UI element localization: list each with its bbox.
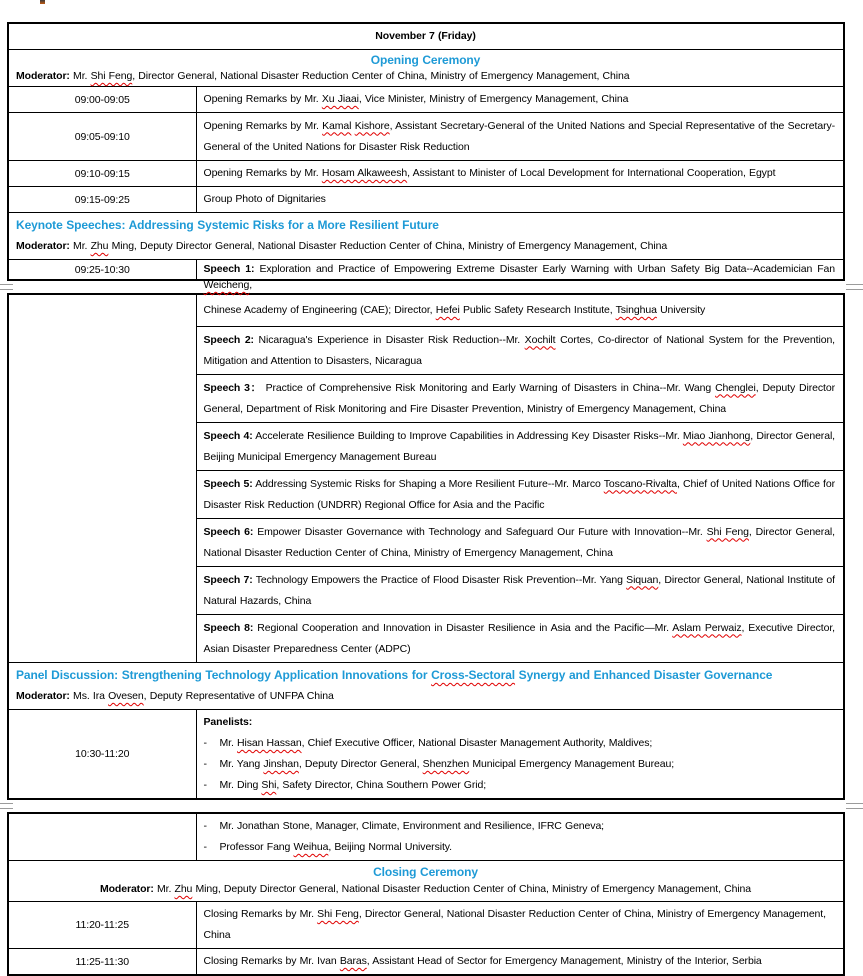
- description-cell: [196, 375, 844, 423]
- text-run: ,: [249, 279, 253, 291]
- misspelled-text-run: Weicheng: [203, 279, 250, 291]
- misspelled-text-run: Tsinghua: [615, 304, 657, 316]
- text-run: , Vice Minister, Ministry of Emergency Management, China: [358, 93, 629, 105]
- text-run: , Safety Director, China Southern Power Grid;: [276, 779, 487, 791]
- text-run: Moderator:: [16, 690, 70, 702]
- cell-content: [197, 814, 844, 860]
- paragraph: [204, 378, 836, 420]
- text-run: Speech 8:: [203, 621, 254, 634]
- description-cell: [196, 161, 844, 187]
- agenda-row: [8, 813, 844, 861]
- agenda-table-segment-3: [7, 812, 845, 976]
- misspelled-text-run: Baras: [339, 955, 367, 967]
- cell-content: [9, 862, 843, 900]
- text-run: , Deputy Director General,: [298, 758, 423, 770]
- text-run: Practice of Comprehensive Risk Monitoring and Early Warning of Disasters in China--Mr. Wang: [261, 381, 716, 394]
- agenda-row: [8, 710, 844, 800]
- bullet-item: [204, 775, 836, 796]
- description-cell: [196, 471, 844, 519]
- paragraph: [204, 522, 836, 564]
- time-cell: 09:25-10:30: [8, 260, 196, 281]
- bullet-dash: -: [203, 737, 207, 749]
- cell-content: [197, 187, 844, 212]
- section-cell: [8, 50, 844, 87]
- text-run: Moderator:: [16, 240, 70, 252]
- paragraph: [16, 686, 835, 707]
- misspelled-text-run: Ovesen: [108, 690, 144, 702]
- description-cell: [196, 519, 844, 567]
- description-cell: [196, 423, 844, 471]
- agenda-row: [8, 213, 844, 260]
- text-run: Closing Ceremony: [373, 865, 478, 879]
- text-run: Synergy and Enhanced Disaster Governance: [515, 668, 773, 682]
- text-run: Empower Disaster Governance with Technology and Safeguard Our Future with Innovation--Mr.: [253, 525, 707, 538]
- cell-content: [9, 213, 843, 259]
- text-run: Professor Fang: [219, 841, 294, 853]
- text-run: Opening Ceremony: [370, 53, 481, 67]
- page-edge-line-left: [0, 803, 13, 809]
- agenda-row: [8, 260, 844, 281]
- time-cell: 09:15-09:25: [8, 187, 196, 213]
- page-edge-line-right: [846, 284, 863, 290]
- description-cell: [196, 327, 844, 375]
- text-run: Speech 4:: [203, 429, 253, 442]
- misspelled-text-run: Shi Feng: [706, 525, 749, 538]
- text-run: , Director General, National Disaster Reduction Center of China, Ministry of Emergency Management, China: [203, 525, 835, 559]
- text-run: Group Photo of Dignitaries: [203, 193, 326, 205]
- misspelled-text-run: Chenglei: [715, 381, 756, 394]
- paragraph: [204, 89, 836, 110]
- paragraph: [16, 236, 835, 257]
- text-run: Exploration and Practice of Empowering Extreme Disaster Early Warning with Urban Safety Big Data--Academician Fan: [254, 263, 836, 275]
- text-run: Mr.: [153, 883, 175, 895]
- misspelled-text-run: Shi Feng: [317, 908, 359, 920]
- cell-content: [197, 260, 844, 291]
- description-cell: [196, 294, 844, 327]
- clipped-text-artifact: [40, 0, 45, 4]
- paragraph: [204, 904, 836, 946]
- agenda-row: [8, 23, 844, 50]
- text-run: Opening Remarks by Mr.: [203, 93, 322, 105]
- description-cell: [196, 113, 844, 161]
- text-run: , Director General, National Disaster Reduction Center of China, Ministry of Emergency Management, China: [203, 908, 826, 941]
- misspelled-text-run: Zhu: [90, 240, 109, 252]
- cell-content: [9, 663, 843, 709]
- text-run: Ms. Ira: [69, 690, 109, 702]
- text-run: Nicaragua's Experience in Disaster Risk Reduction--Mr.: [253, 333, 525, 346]
- misspelled-text-run: Shi: [261, 779, 277, 791]
- section-cell: [8, 213, 844, 260]
- misspelled-text-run: Zhu: [174, 883, 193, 895]
- bullet-dash: -: [203, 779, 207, 791]
- paragraph: [204, 300, 836, 321]
- cell-content: [197, 376, 844, 422]
- text-run: Speech 1:: [203, 263, 255, 275]
- cell-content: [197, 949, 844, 974]
- misspelled-text-run: Weihua: [293, 841, 329, 853]
- agenda-row: [8, 50, 844, 87]
- misspelled-text-run: Kishore: [354, 119, 390, 132]
- text-run: , Director General, National Institute of Natural Hazards, China: [203, 573, 835, 607]
- text-run: Panel Discussion: Strengthening Technology Application Innovations for: [16, 668, 432, 682]
- time-cell: 10:30-11:20: [8, 710, 196, 800]
- text-run: Closing Remarks by Mr. Ivan: [203, 955, 340, 967]
- text-run: Ming, Deputy Director General, National Disaster Reduction Center of China, Ministry of Emergency Management, China: [192, 883, 752, 895]
- page-edge-line-left: [0, 284, 13, 290]
- text-run: Speech 6:: [203, 525, 254, 538]
- cell-content: [197, 161, 844, 186]
- text-run: Addressing Systemic Risks for Shaping a More Resilient Future--Mr. Marco: [252, 477, 604, 490]
- paragraph: [204, 712, 836, 733]
- text-run: , Deputy Director General, Department of Risk Monitoring and Fire Disaster Prevention, Ministry of Emergency Management, China: [203, 381, 835, 415]
- text-run: , Assistant Secretary-General of the United Nations and Special Representative of the Secretary-General of the United Nations for Disaster Risk Reduction: [203, 119, 836, 153]
- paragraph: [204, 163, 836, 184]
- agenda-row: [8, 187, 844, 213]
- text-run: Chinese Academy of Engineering (CAE); Director,: [203, 304, 436, 316]
- time-cell: 11:25-11:30: [8, 949, 196, 976]
- section-cell: [8, 663, 844, 710]
- bullet-dash: -: [203, 820, 207, 832]
- text-run: Mr. Ding: [219, 779, 262, 791]
- text-run: Mr.: [69, 240, 91, 252]
- text-run: Moderator:: [99, 883, 154, 895]
- time-cell: [8, 813, 196, 861]
- paragraph: [204, 426, 836, 468]
- misspelled-text-run: Shenzhen: [422, 758, 470, 770]
- paragraph: [204, 116, 836, 158]
- text-run: , Director General, Beijing Municipal Emergency Management Bureau: [203, 429, 835, 463]
- text-run: University: [656, 304, 706, 316]
- cell-content: [197, 520, 844, 566]
- agenda-row: [8, 902, 844, 949]
- misspelled-text-run: Xu Jiaai: [321, 93, 359, 105]
- paragraph: [204, 618, 836, 660]
- time-cell: 11:20-11:25: [8, 902, 196, 949]
- text-run: Technology Empowers the Practice of Flood Disaster Risk Prevention--Mr. Yang: [252, 573, 627, 586]
- cell-content: [197, 902, 844, 948]
- section-cell: [8, 861, 844, 902]
- text-run: Municipal Emergency Management Bureau;: [469, 758, 675, 770]
- section-cell: [8, 23, 844, 50]
- paragraph: [204, 570, 836, 612]
- section-heading: [16, 215, 835, 236]
- time-cell: [8, 294, 196, 663]
- text-run: Ming, Deputy Director General, National Disaster Reduction Center of China, Ministry of Emergency Management, China: [108, 240, 668, 252]
- text-run: Opening Remarks by Mr.: [203, 119, 323, 132]
- agenda-row: [8, 949, 844, 976]
- text-run: , Chief Executive Officer, National Disaster Management Authority, Maldives;: [301, 737, 653, 749]
- text-run: Speech 2:: [203, 333, 254, 346]
- time-cell: 09:10-09:15: [8, 161, 196, 187]
- description-cell: [196, 87, 844, 113]
- cell-content: [9, 50, 843, 86]
- agenda-row: [8, 861, 844, 902]
- cell-content: [197, 87, 844, 112]
- cell-content: [197, 616, 844, 662]
- cell-content: [9, 24, 843, 49]
- page-break-gap: [0, 800, 863, 812]
- text-run: , Director General, National Disaster Reduction Center of China, Ministry of Emergency Management, China: [132, 70, 630, 82]
- cell-content: [197, 710, 844, 798]
- description-cell: [196, 710, 844, 800]
- agenda-table-segment-2: [7, 293, 845, 800]
- misspelled-text-run: Jinshan: [263, 758, 299, 770]
- time-cell: 09:05-09:10: [8, 113, 196, 161]
- text-run: Mr. Yang: [219, 758, 264, 770]
- text-run: , Executive Director, Asian Disaster Preparedness Center (ADPC): [203, 621, 835, 655]
- misspelled-text-run: Miao Jianhong: [682, 429, 751, 442]
- text-run: Regional Cooperation and Innovation in Disaster Resilience in Asia and the Pacific—Mr.: [253, 621, 673, 634]
- bullet-item: [204, 816, 836, 837]
- section-heading: [16, 665, 835, 686]
- misspelled-text-run: Hisan Hassan: [237, 737, 302, 749]
- text-run: Public Safety Research Institute,: [459, 304, 616, 316]
- text-run: Cortes, Co-director of National System for the Prevention, Mitigation and Attention to Disasters, Nicaragua: [203, 333, 836, 367]
- text-run: Accelerate Resilience Building to Improve Capabilities in Addressing Key Disaster Risks--Mr.: [252, 429, 683, 442]
- text-run: Keynote Speeches: Addressing Systemic Risks for a More Resilient Future: [16, 218, 439, 232]
- text-run: Mr.: [219, 737, 237, 749]
- agenda-row: [8, 87, 844, 113]
- paragraph: [204, 330, 836, 372]
- page-edge-line-right: [846, 803, 863, 809]
- text-run: Speech 3：: [203, 381, 262, 394]
- misspelled-text-run: Kamal: [322, 119, 352, 132]
- text-run: Speech 5:: [203, 477, 253, 490]
- bullet-dash: -: [203, 841, 207, 853]
- bullet-item: [204, 733, 836, 754]
- page-break-gap: [0, 281, 863, 293]
- misspelled-text-run: Hosam Alkaweesh: [321, 167, 408, 179]
- agenda-row: [8, 294, 844, 327]
- description-cell: [196, 813, 844, 861]
- paragraph: [204, 474, 836, 516]
- cell-content: [197, 328, 844, 374]
- text-run: , Deputy Representative of UNFPA China: [143, 690, 334, 702]
- description-cell: [196, 260, 844, 291]
- misspelled-text-run: Shi Feng: [90, 70, 133, 82]
- cell-content: [197, 472, 844, 518]
- agenda-table-segment-1: [7, 22, 845, 291]
- paragraph: [204, 951, 836, 972]
- section-heading: [16, 864, 835, 881]
- text-run: Mr.: [69, 70, 91, 82]
- text-run: Panelists:: [203, 716, 253, 728]
- text-run: Closing Remarks by Mr.: [203, 908, 318, 920]
- page-top-margin: [0, 0, 863, 22]
- text-run: Opening Remarks by Mr.: [203, 167, 322, 179]
- text-run: November 7 (Friday): [375, 30, 476, 42]
- paragraph: [16, 68, 835, 84]
- description-cell: [196, 902, 844, 949]
- agenda-row: [8, 663, 844, 710]
- description-cell: [196, 615, 844, 663]
- text-run: Mr. Jonathan Stone, Manager, Climate, Environment and Resilience, IFRC Geneva;: [219, 820, 604, 832]
- misspelled-text-run: Siquan: [626, 573, 659, 586]
- bullet-item: [204, 837, 836, 858]
- agenda-row: [8, 113, 844, 161]
- misspelled-text-run: Toscano-Rivalta: [603, 477, 677, 490]
- cell-content: [197, 114, 844, 160]
- misspelled-text-run: Aslam Perwaiz: [672, 621, 742, 634]
- text-run: Speech 7:: [203, 573, 253, 586]
- misspelled-text-run: Xochilt: [524, 333, 556, 346]
- cell-content: [197, 424, 844, 470]
- bullet-dash: -: [203, 758, 207, 770]
- cell-content: [197, 568, 844, 614]
- paragraph: [204, 189, 836, 210]
- text-run: , Beijing Normal University.: [328, 841, 452, 853]
- section-heading: [16, 52, 835, 68]
- text-run: Moderator:: [16, 70, 70, 82]
- description-cell: [196, 949, 844, 976]
- time-cell: 09:00-09:05: [8, 87, 196, 113]
- misspelled-text-run: Cross-Sectoral: [431, 668, 516, 682]
- text-run: , Assistant to Minister of Local Development for International Cooperation, Egypt: [407, 167, 776, 179]
- misspelled-text-run: Hefei: [435, 304, 460, 316]
- cell-content: [197, 298, 844, 323]
- description-cell: [196, 187, 844, 213]
- agenda-row: [8, 161, 844, 187]
- text-run: , Assistant Head of Sector for Emergency Management, Ministry of the Interior, Serbia: [366, 955, 762, 967]
- paragraph: [16, 881, 835, 898]
- description-cell: [196, 567, 844, 615]
- bullet-item: [204, 754, 836, 775]
- text-run: , Chief of United Nations Office for Disaster Risk Reduction (UNDRR) Regional Office for Asia and the Pacific: [203, 477, 835, 511]
- paragraph: [16, 26, 835, 47]
